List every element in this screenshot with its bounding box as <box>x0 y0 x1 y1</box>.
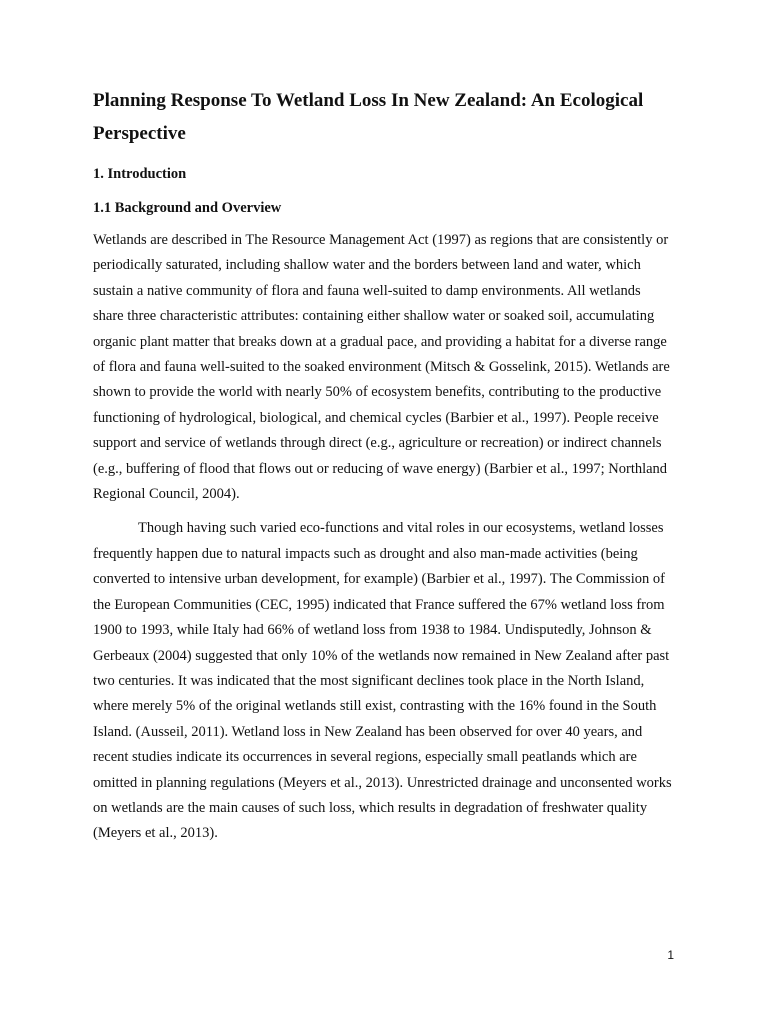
document-body <box>93 84 673 847</box>
section-heading: 1. Introduction <box>93 166 187 182</box>
paragraph-2: Though having such varied eco-functions and vital roles in our ecosystems, wetland losses frequently happen due to natural impacts such as drought and also man-made activities (being converted to intensive urban development, for example) (Barbier et al., 1997). The Commission of the European Communities (CEC, 1995) indicated that France suffered the 67% wetland loss from 1900 to 1993, while Italy had 66% of wetland loss from 1938 to 1984. Undisputedly, Johnson & Gerbeaux (2004) suggested that only 10% of the wetlands now remained in New Zealand after past two centuries. It was indicated that the most significant declines took place in the North Island, where merely 5% of the original wetlands still exist, contrasting with the 16% found in the South Island. (Ausseil, 2011). Wetland loss in New Zealand has been observed for over 40 years, and recent studies indicate its occurrences in several regions, especially small peatlands which are omitted in planning regulations (Meyers et al., 2013). Unrestricted drainage and unconsented works on wetlands are the main causes of such loss, which results in degradation of freshwater quality (Meyers et al., 2013). <box>93 520 672 842</box>
page-number: 1 <box>667 948 674 962</box>
paragraph-1: Wetlands are described in The Resource Management Act (1997) as regions that are consistently or periodically saturated, including shallow water and the borders between land and water, which sustain a native community of flora and fauna well-suited to damp environments. All wetlands share three characteristic attributes: containing either shallow water or soaked soil, accumulating organic plant matter that breaks down at a gradual pace, and providing a habitat for a diverse range of flora and fauna well-suited to the soaked environment (Mitsch & Gosselink, 2015). Wetlands are shown to provide the world with nearly 50% of ecosystem benefits, contributing to the productive functioning of hydrological, biological, and chemical cycles (Barbier et al., 1997). People receive support and service of wetlands through direct (e.g., agriculture or recreation) or indirect channels (e.g., buffering of flood that flows out or reducing of wave energy) (Barbier et al., 1997; Northland Regional Council, 2004). <box>93 232 670 503</box>
document-title: Planning Response To Wetland Loss In New Zealand: An Ecological Perspective <box>93 90 644 144</box>
subsection-heading: 1.1 Background and Overview <box>93 200 282 216</box>
